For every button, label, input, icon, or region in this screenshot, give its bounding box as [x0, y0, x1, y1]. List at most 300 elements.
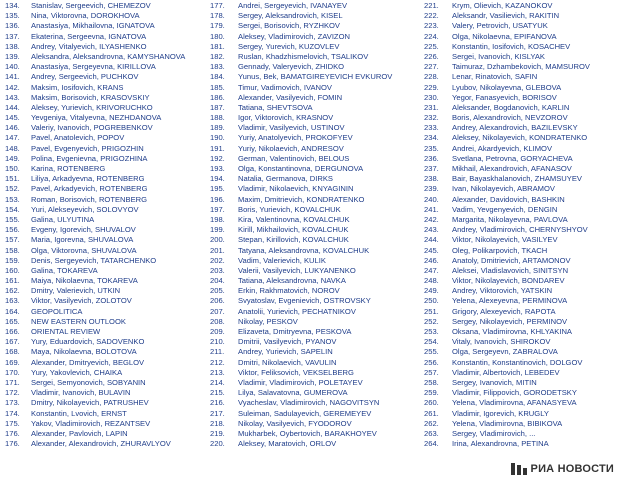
entry-name: Maxim, Dmitrievich, KONDRATENKO	[238, 194, 365, 204]
list-item	[5, 439, 210, 449]
entry-name: Viktor, Nikolayevich, VASILYEV	[452, 235, 558, 245]
entry-name: Andrei, Sergeyevich, IVANAYEV	[238, 1, 348, 10]
entry-number: 243.	[424, 225, 439, 235]
list-item	[424, 266, 620, 276]
list-item	[210, 11, 424, 21]
entry-number: 144.	[5, 102, 20, 112]
list-item	[5, 358, 210, 368]
entry-number: 215.	[210, 388, 225, 398]
entry-number: 174.	[5, 408, 20, 418]
list-item	[424, 42, 620, 52]
entry-number: 194.	[210, 174, 225, 184]
entry-number: 214.	[210, 377, 225, 387]
list-item	[210, 358, 424, 368]
entry-name: Anastasiya, Mikhailovna, IGNATOVA	[31, 21, 155, 31]
entry-number: 241.	[424, 204, 439, 214]
list-item	[210, 266, 424, 276]
list-item	[210, 286, 424, 296]
entry-name: Boris, Yurievich, KOVALCHUK	[238, 204, 341, 214]
entry-number: 161.	[5, 276, 20, 286]
entry-number: 152.	[5, 184, 20, 194]
entry-name: Alexander, Pavlovich, LAPIN	[31, 428, 128, 438]
list-item	[424, 409, 620, 419]
entry-number: 151.	[5, 174, 20, 184]
list-item	[210, 21, 424, 31]
entry-name: Olga, Viktorovna, SHUVALOVA	[31, 245, 137, 255]
list-item	[5, 317, 210, 327]
entry-number: 235.	[424, 143, 439, 153]
entry-number: 149.	[5, 153, 20, 163]
entry-name: Erkin, Rakhmatovich, NOROV	[238, 286, 340, 296]
entry-number: 260.	[424, 398, 439, 408]
list-item	[210, 215, 424, 225]
entry-name: Dmitry, Nikolayevich, PATRUSHEV	[31, 398, 149, 408]
entry-number: 253.	[424, 327, 439, 336]
entry-number: 184.	[210, 72, 225, 82]
entry-name: Mukharbek, Oybertovich, BARAKHOYEV	[238, 428, 377, 438]
list-item	[424, 215, 620, 225]
entry-number: 258.	[424, 377, 439, 387]
entry-number: 240.	[424, 194, 439, 204]
entry-number: 202.	[210, 255, 225, 265]
entry-number: 197.	[210, 204, 225, 214]
list-item	[210, 133, 424, 143]
entry-name: Yelena, Vladimirovna, AFANASYEVA	[452, 398, 577, 408]
entry-number: 150.	[5, 164, 20, 173]
entry-name: Pavel, Evgenyevich, PRIGOZHIN	[31, 143, 144, 153]
entry-number: 176.	[5, 428, 20, 438]
entry-number: 145.	[5, 113, 20, 123]
entry-name: Andrey, Viktorovich, YATSKIN	[452, 286, 553, 296]
entry-name: Igor, Viktorovich, KRASNOV	[238, 113, 334, 123]
list-item	[424, 286, 620, 296]
entry-number: 172.	[5, 388, 20, 398]
list-item	[210, 276, 424, 286]
entry-name: Maria, Igorevna, SHUVALOVA	[31, 235, 134, 245]
list-item	[210, 307, 424, 317]
list-item	[210, 246, 424, 256]
entry-name: Dmitri, Nikolaevich, VAVULIN	[238, 357, 337, 367]
entry-name: Vladimir, Albertovich, LEBEDEV	[452, 367, 560, 377]
entry-name: Taimuraz, Dzhambekovich, MAMSUROV	[452, 62, 590, 72]
entry-name: Nikolay, Vasilyevich, FYODOROV	[238, 418, 352, 428]
entry-name: Yuriy, Nikolaevich, ANDRESOV	[238, 143, 344, 153]
entry-name: Stepan, Kirillovich, KOVALCHUK	[238, 235, 349, 245]
list-item	[424, 113, 620, 123]
entry-number: 230.	[424, 92, 439, 102]
list-item	[424, 205, 620, 215]
entry-name: Aleksei, Vladislavovich, SINITSYN	[452, 265, 569, 275]
entry-number: 136.	[5, 21, 20, 31]
entry-name: Alexander, Vasilyevich, FOMIN	[238, 92, 343, 102]
entry-number: 163.	[5, 296, 20, 306]
list-item	[5, 174, 210, 184]
list-item	[5, 123, 210, 133]
list-item	[210, 123, 424, 133]
entry-number: 139.	[5, 51, 20, 61]
entry-number: 224.	[424, 31, 439, 41]
entry-name: Yuri, Alekseyevich, SOLOVYOV	[31, 204, 139, 214]
entry-number: 189.	[210, 123, 225, 133]
entry-number: 182.	[210, 51, 225, 61]
entry-name: Svetlana, Petrovna, GORYACHEVA	[452, 153, 573, 163]
entry-name: Lenar, Rinatovich, SAFIN	[452, 72, 538, 82]
entry-name: Andrey, Vladimirovich, CHERNYSHYOV	[452, 225, 588, 235]
entry-name: Konstantin, Konstantinovich, DOLGOV	[452, 357, 583, 367]
entry-name: Yury, Eduardovich, SADOVENKO	[31, 337, 145, 347]
entry-name: Yevgeniya, Vitalyevna, NEZHDANOVA	[31, 113, 162, 123]
list-item	[210, 52, 424, 62]
list-item	[5, 276, 210, 286]
entry-name: Andrey, Yurievich, SAPELIN	[238, 347, 333, 357]
entry-number: 221.	[424, 1, 439, 10]
list-item	[5, 1, 210, 11]
list-item	[424, 32, 620, 42]
list-item	[424, 1, 620, 11]
entry-name: Stanislav, Sergeevich, CHEMEZOV	[31, 1, 151, 10]
list-item	[210, 327, 424, 337]
entry-name: Andrei, Akardyevich, KLIMOV	[452, 143, 553, 153]
list-item	[210, 225, 424, 235]
list-item	[210, 398, 424, 408]
entry-number: 169.	[5, 357, 20, 367]
entry-number: 188.	[210, 113, 225, 123]
list-item	[210, 337, 424, 347]
entry-number: 211.	[210, 347, 225, 357]
list-column-3	[424, 1, 620, 449]
entry-name: Alexander, Davidovich, BASHKIN	[452, 194, 565, 204]
list-item	[424, 72, 620, 82]
entry-number: 185.	[210, 82, 225, 92]
entry-name: Anatoly, Dmitrievich, ARTAMONOV	[452, 255, 571, 265]
entry-name: Olga, Konstantinovna, DERGUNOVA	[238, 164, 364, 173]
entry-name: Yunus, Bek, BAMATGIREYEVICH EVKUROV	[238, 72, 393, 82]
list-item	[424, 398, 620, 408]
entry-number: 162.	[5, 286, 20, 296]
list-item	[5, 144, 210, 154]
entry-number: 173.	[5, 398, 20, 408]
list-item	[5, 215, 210, 225]
entry-name: Andrey, Alexandrovich, BAZILEVSKY	[452, 123, 578, 133]
entry-number: 223.	[424, 21, 439, 31]
entry-name: Bair, Bayaskhalanovich, ZHAMSUYEV	[452, 174, 582, 184]
list-item	[424, 358, 620, 368]
list-item	[424, 337, 620, 347]
list-item	[424, 429, 620, 439]
list-item	[5, 266, 210, 276]
entry-number: 236.	[424, 153, 439, 163]
entry-number: 153.	[5, 194, 20, 204]
entry-number: 255.	[424, 347, 439, 357]
entry-name: Nina, Viktorovna, DOROKHOVA	[31, 11, 140, 21]
entry-name: Nikolay, PESKOV	[238, 316, 298, 326]
entry-name: Grigory, Alexeyevich, RAPOTA	[452, 306, 556, 316]
list-item	[424, 195, 620, 205]
list-item	[5, 154, 210, 164]
entry-number: 159.	[5, 255, 20, 265]
list-item	[5, 347, 210, 357]
entry-name: Aleksey, Yurievich, KRIVORUCHKO	[31, 102, 153, 112]
entry-number: 234.	[424, 133, 439, 143]
entry-name: Sergei, Semyonovich, SOBYANIN	[31, 377, 146, 387]
list-item	[5, 337, 210, 347]
list-item	[210, 1, 424, 11]
entry-number: 242.	[424, 214, 439, 224]
entry-number: 138.	[5, 41, 20, 51]
entry-number: 238.	[424, 174, 439, 184]
entry-name: Yakov, Vladimirovich, REZANTSEV	[31, 418, 151, 428]
entry-number: 216.	[210, 398, 225, 408]
entry-name: Galina, ULYUTINA	[31, 214, 95, 224]
entry-number: 160.	[5, 265, 20, 275]
list-item	[5, 52, 210, 62]
entry-name: Vladimir, Ivanovich, BULAVIN	[31, 388, 131, 398]
list-item	[424, 317, 620, 327]
entry-number: 218.	[210, 418, 225, 428]
entry-name: Sergey, Yurevich, KUZOVLEV	[238, 41, 340, 51]
entry-number: 213.	[210, 367, 225, 377]
entry-number: 170.	[5, 367, 20, 377]
list-item	[210, 72, 424, 82]
list-item	[5, 327, 210, 337]
entry-name: Alexander, Dmitryevich, BEGLOV	[31, 357, 145, 367]
list-item	[424, 439, 620, 449]
entry-number: 166.	[5, 327, 20, 336]
list-item	[424, 388, 620, 398]
entry-name: Mikhail, Alexandrovich, AFANASOV	[452, 164, 572, 173]
entry-name: Aleksey, Maratovich, ORLOV	[238, 439, 337, 449]
entry-number: 231.	[424, 102, 439, 112]
entry-number: 257.	[424, 367, 439, 377]
entry-name: Karina, ROTENBERG	[31, 164, 106, 173]
list-item	[5, 184, 210, 194]
list-item	[424, 225, 620, 235]
entry-name: Aleksander, Bogdanovich, KARLIN	[452, 102, 570, 112]
list-item	[424, 307, 620, 317]
entry-number: 205.	[210, 286, 225, 296]
list-item	[5, 21, 210, 31]
list-item	[424, 144, 620, 154]
list-item	[424, 296, 620, 306]
entry-number: 245.	[424, 245, 439, 255]
entry-name: Svyatoslav, Evgenievich, OSTROVSKY	[238, 296, 371, 306]
entry-number: 199.	[210, 225, 225, 235]
list-item	[210, 205, 424, 215]
entry-number: 264.	[424, 439, 439, 449]
entry-number: 207.	[210, 306, 225, 316]
entry-name: Valerii, Vasilyevich, LUKYANENKO	[238, 265, 356, 275]
list-item	[424, 103, 620, 113]
entry-name: Galina, TOKAREVA	[31, 265, 98, 275]
entry-number: 206.	[210, 296, 225, 306]
entry-name: Elizaveta, Dmitryevna, PESKOVA	[238, 327, 352, 336]
list-item	[210, 256, 424, 266]
entry-number: 248.	[424, 276, 439, 286]
entry-name: Sergey, Ivanovich, MITIN	[452, 377, 537, 387]
list-item	[5, 103, 210, 113]
entry-number: 259.	[424, 388, 439, 398]
entry-number: 252.	[424, 316, 439, 326]
list-item	[424, 164, 620, 174]
entry-name: Ivan, Nikolayevich, ABRAMOV	[452, 184, 555, 194]
list-item	[5, 72, 210, 82]
entry-number: 262.	[424, 418, 439, 428]
entry-name: Valeriy, Ivanovich, POGREBENKOV	[31, 123, 153, 133]
list-item	[424, 276, 620, 286]
entry-name: Maiya, Nikolaevna, TOKAREVA	[31, 276, 138, 286]
entry-name: Yury, Yakovlevich, CHAIKA	[31, 367, 123, 377]
entry-name: Konstantin, Iosifovich, KOSACHEV	[452, 41, 571, 51]
entry-name: Irina, Alexandrovna, PETINA	[452, 439, 549, 449]
entry-number: 251.	[424, 306, 439, 316]
entry-number: 141.	[5, 72, 20, 82]
list-item	[210, 317, 424, 327]
entry-number: 204.	[210, 276, 225, 286]
entry-name: Ruslan, Khadzhismelovich, TSALIKOV	[238, 51, 369, 61]
list-item	[424, 419, 620, 429]
entry-name: Olga, Sergeyevn, ZABRALOVA	[452, 347, 558, 357]
entry-number: 179.	[210, 21, 225, 31]
entry-number: 180.	[210, 31, 225, 41]
entry-number: 146.	[5, 123, 20, 133]
list-item	[424, 256, 620, 266]
list-item	[210, 154, 424, 164]
entry-number: 247.	[424, 265, 439, 275]
entry-number: 209.	[210, 327, 225, 336]
list-item	[5, 113, 210, 123]
list-item	[424, 93, 620, 103]
list-item	[210, 164, 424, 174]
entry-number: 195.	[210, 184, 225, 194]
entry-number: 183.	[210, 62, 225, 72]
list-item	[210, 235, 424, 245]
entry-number: 226.	[424, 51, 439, 61]
list-item	[5, 429, 210, 439]
entry-number: 178.	[210, 11, 225, 21]
list-item	[424, 83, 620, 93]
entry-number: 239.	[424, 184, 439, 194]
list-item	[5, 42, 210, 52]
entry-number: 140.	[5, 62, 20, 72]
list-item	[424, 123, 620, 133]
entry-number: 237.	[424, 164, 439, 173]
entry-number: 168.	[5, 347, 20, 357]
list-item	[5, 409, 210, 419]
entry-name: Dmitry, Valerievich, UTKIN	[31, 286, 121, 296]
entry-name: Yelena, Vladimirovna, BIBIKOVA	[452, 418, 563, 428]
entry-name: Tatyana, Aleksandrovna, KOVALCHUK	[238, 245, 370, 255]
entry-name: Natalia, Germanova, DIRKS	[238, 174, 333, 184]
entry-name: Ekaterina, Sergeevna, IGNATOVA	[31, 31, 147, 41]
list-item	[5, 378, 210, 388]
list-item	[210, 184, 424, 194]
list-item	[5, 307, 210, 317]
entry-number: 134.	[5, 1, 20, 10]
entry-name: Liliya, Arkadyevna, ROTENBERG	[31, 174, 145, 184]
entry-number: 220.	[210, 439, 225, 449]
entry-number: 148.	[5, 143, 20, 153]
entry-name: Andrey, Vitalyevich, ILYASHENKO	[31, 41, 147, 51]
entry-number: 175.	[5, 418, 20, 428]
entry-number: 244.	[424, 235, 439, 245]
entry-number: 232.	[424, 113, 439, 123]
entry-number: 261.	[424, 408, 439, 418]
entry-number: 217.	[210, 408, 225, 418]
entry-name: Yelena, Alexeyevna, PERMINOVA	[452, 296, 568, 306]
entry-number: 229.	[424, 82, 439, 92]
entry-number: 249.	[424, 286, 439, 296]
list-item	[5, 296, 210, 306]
entry-name: Vitaly, Ivanovich, SHIROKOV	[452, 337, 551, 347]
list-item	[424, 52, 620, 62]
entry-name: Pavel, Arkadyevich, ROTENBERG	[31, 184, 148, 194]
entry-number: 233.	[424, 123, 439, 133]
entry-name: Timur, Vadimovich, IVANOV	[238, 82, 332, 92]
list-item	[5, 419, 210, 429]
list-item	[210, 174, 424, 184]
entry-name: Polina, Evgenievna, PRIGOZHINA	[31, 153, 148, 163]
list-item	[5, 368, 210, 378]
entry-name: Aleksandr, Vasilievich, RAKITIN	[452, 11, 560, 21]
entry-name: Vladimir, Nikolaevich, KNYAGININ	[238, 184, 354, 194]
entry-number: 135.	[5, 11, 20, 21]
list-item	[210, 419, 424, 429]
entry-name: Alexander, Alexandrovich, ZHURAVLYOV	[31, 439, 171, 449]
list-item	[5, 133, 210, 143]
entry-name: Vladimir, Filippovich, GORODETSKY	[452, 388, 577, 398]
list-item	[5, 235, 210, 245]
entry-number: 203.	[210, 265, 225, 275]
list-item	[5, 388, 210, 398]
entry-name: Sergei, Ivanovich, KISLYAK	[452, 51, 546, 61]
list-item	[210, 296, 424, 306]
entry-number: 190.	[210, 133, 225, 143]
entry-number: 165.	[5, 316, 20, 326]
entry-number: 155.	[5, 214, 20, 224]
entry-name: Anatolii, Yurievich, PECHATNIKOV	[238, 306, 356, 316]
entry-number: 157.	[5, 235, 20, 245]
ria-novosti-logo	[509, 462, 618, 476]
entry-name: Evgeny, Igorevich, SHUVALOV	[31, 225, 136, 235]
list-item	[5, 225, 210, 235]
list-item	[210, 368, 424, 378]
entry-number: 208.	[210, 316, 225, 326]
entry-number: 156.	[5, 225, 20, 235]
entry-name: Vladimir, Vasilyevich, USTINOV	[238, 123, 345, 133]
entry-name: Maksim, Iosifovich, KRANS	[31, 82, 124, 92]
list-item	[424, 347, 620, 357]
entry-number: 187.	[210, 102, 225, 112]
list-item	[210, 113, 424, 123]
entry-name: Boris, Alexandrovich, NEVZOROV	[452, 113, 568, 123]
list-item	[5, 164, 210, 174]
entry-name: Denis, Sergeyevich, TATARCHENKO	[31, 255, 157, 265]
list-column-2	[210, 1, 424, 449]
list-item	[424, 246, 620, 256]
list-item	[424, 378, 620, 388]
entry-name: Tatiana, Aleksandrovna, NAVKA	[238, 276, 346, 286]
entry-number: 227.	[424, 62, 439, 72]
entry-number: 256.	[424, 357, 439, 367]
entry-name: Anastasiya, Sergeyevna, KIRILLOVA	[31, 62, 156, 72]
entry-number: 246.	[424, 255, 439, 265]
entry-number: 176.	[5, 439, 20, 449]
entry-name: German, Valentinovich, BELOUS	[238, 153, 350, 163]
entry-name: Vyacheslav, Vladimirovich, NAGOVITSYN	[238, 398, 380, 408]
list-item	[424, 235, 620, 245]
entry-name: Lyubov, Nikolayevna, GLEBOVA	[452, 82, 562, 92]
entry-number: 263.	[424, 428, 439, 438]
